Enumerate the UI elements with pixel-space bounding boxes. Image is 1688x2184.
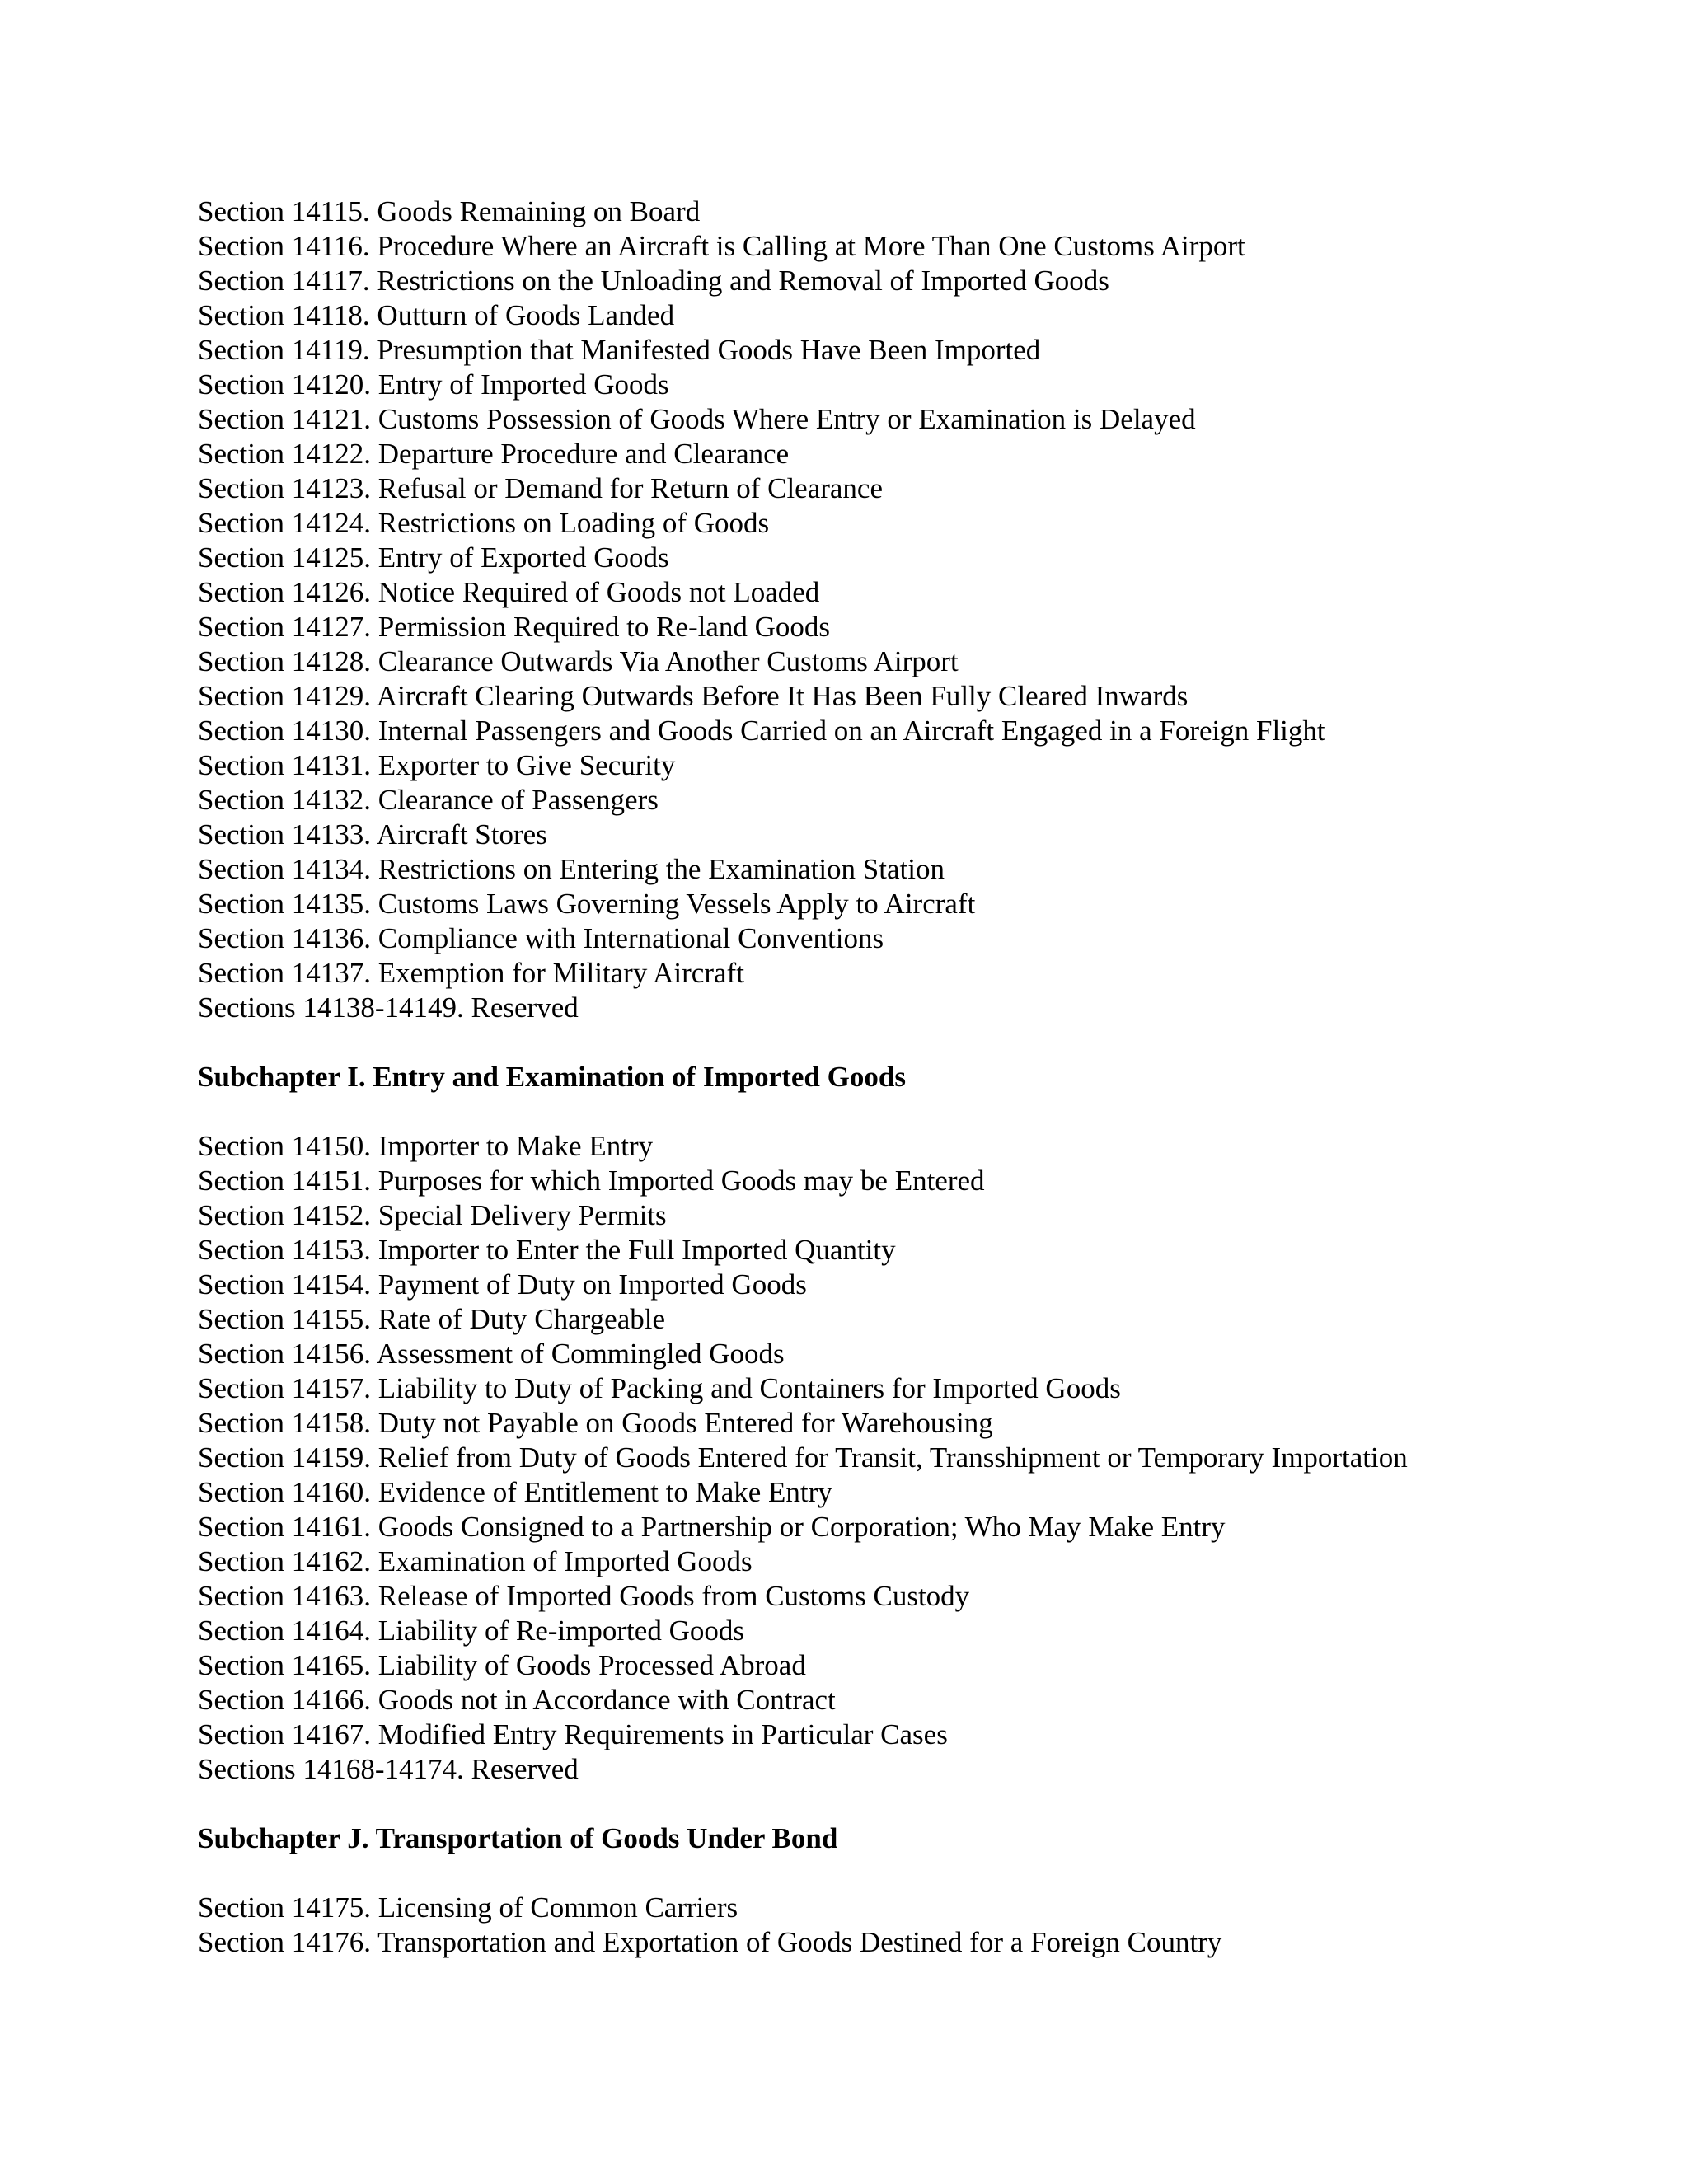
section-entry: Section 14120. Entry of Imported Goods	[198, 368, 669, 401]
section-entry: Section 14159. Relief from Duty of Goods Entered for Transit, Transshipment or Temporary Importation	[198, 1441, 1408, 1474]
section-entry: Section 14160. Evidence of Entitlement to Make Entry	[198, 1476, 832, 1508]
section-entry: Section 14124. Restrictions on Loading of Goods	[198, 507, 770, 539]
section-list-subchapter-j	[198, 1891, 1599, 1960]
spacer	[198, 1025, 1599, 1060]
subchapter-heading-i: Subchapter I. Entry and Examination of Imported Goods	[198, 1061, 906, 1093]
section-entry: Section 14154. Payment of Duty on Imported Goods	[198, 1268, 807, 1301]
section-entry: Section 14131. Exporter to Give Security	[198, 749, 676, 781]
section-entry: Section 14115. Goods Remaining on Board	[198, 195, 701, 227]
section-entry: Section 14132. Clearance of Passengers	[198, 784, 659, 816]
section-entry: Section 14135. Customs Laws Governing Vessels Apply to Aircraft	[198, 888, 976, 920]
section-entry: Section 14158. Duty not Payable on Goods Entered for Warehousing	[198, 1407, 993, 1439]
section-entry: Section 14128. Clearance Outwards Via Another Customs Airport	[198, 645, 959, 677]
section-entry: Section 14119. Presumption that Manifested Goods Have Been Imported	[198, 334, 1041, 366]
section-entry: Section 14118. Outturn of Goods Landed	[198, 299, 675, 331]
section-entry: Sections 14168-14174. Reserved	[198, 1753, 579, 1785]
table-of-contents	[198, 194, 1599, 1960]
section-entry: Section 14166. Goods not in Accordance with Contract	[198, 1684, 836, 1716]
section-entry: Section 14123. Refusal or Demand for Return of Clearance	[198, 472, 883, 504]
section-entry: Section 14157. Liability to Duty of Packing and Containers for Imported Goods	[198, 1372, 1121, 1404]
section-entry: Section 14126. Notice Required of Goods not Loaded	[198, 576, 820, 608]
section-entry: Section 14161. Goods Consigned to a Partnership or Corporation; Who May Make Entry	[198, 1511, 1226, 1543]
section-entry: Section 14130. Internal Passengers and Goods Carried on an Aircraft Engaged in a Foreign Flight	[198, 715, 1325, 747]
section-entry: Section 14117. Restrictions on the Unloading and Removal of Imported Goods	[198, 265, 1109, 297]
subchapter-heading-j: Subchapter J. Transportation of Goods Under Bond	[198, 1822, 838, 1854]
section-entry: Section 14156. Assessment of Commingled Goods	[198, 1338, 785, 1370]
section-entry: Section 14136. Compliance with International Conventions	[198, 922, 884, 954]
section-entry: Section 14134. Restrictions on Entering the Examination Station	[198, 853, 945, 885]
section-entry: Section 14167. Modified Entry Requirements in Particular Cases	[198, 1718, 948, 1750]
section-entry: Section 14150. Importer to Make Entry	[198, 1130, 654, 1162]
section-list-subchapter-i	[198, 1129, 1599, 1787]
section-entry: Section 14152. Special Delivery Permits	[198, 1199, 667, 1231]
section-entry: Section 14162. Examination of Imported Goods	[198, 1545, 753, 1577]
section-entry: Section 14153. Importer to Enter the Full Imported Quantity	[198, 1234, 896, 1266]
section-entry: Section 14122. Departure Procedure and Clearance	[198, 438, 790, 470]
section-entry: Section 14175. Licensing of Common Carriers	[198, 1891, 738, 1924]
section-entry: Section 14116. Procedure Where an Aircraft is Calling at More Than One Customs Airport	[198, 230, 1245, 262]
section-entry: Section 14165. Liability of Goods Processed Abroad	[198, 1649, 806, 1681]
section-entry: Section 14164. Liability of Re-imported Goods	[198, 1615, 744, 1647]
spacer	[198, 1787, 1599, 1821]
section-list-block-1	[198, 194, 1599, 1025]
section-entry: Section 14137. Exemption for Military Aircraft	[198, 957, 744, 989]
section-entry: Section 14121. Customs Possession of Goods Where Entry or Examination is Delayed	[198, 403, 1196, 435]
section-entry: Section 14163. Release of Imported Goods from Customs Custody	[198, 1580, 970, 1612]
section-entry: Sections 14138-14149. Reserved	[198, 991, 579, 1024]
section-entry: Section 14176. Transportation and Exportation of Goods Destined for a Foreign Country	[198, 1926, 1222, 1958]
section-entry: Section 14127. Permission Required to Re-land Goods	[198, 611, 831, 643]
section-entry: Section 14125. Entry of Exported Goods	[198, 541, 669, 574]
spacer	[198, 1856, 1599, 1891]
spacer	[198, 1094, 1599, 1129]
section-entry: Section 14129. Aircraft Clearing Outwards Before It Has Been Fully Cleared Inwards	[198, 680, 1189, 712]
section-entry: Section 14133. Aircraft Stores	[198, 818, 547, 851]
section-entry: Section 14155. Rate of Duty Chargeable	[198, 1303, 666, 1335]
section-entry: Section 14151. Purposes for which Imported Goods may be Entered	[198, 1165, 985, 1197]
